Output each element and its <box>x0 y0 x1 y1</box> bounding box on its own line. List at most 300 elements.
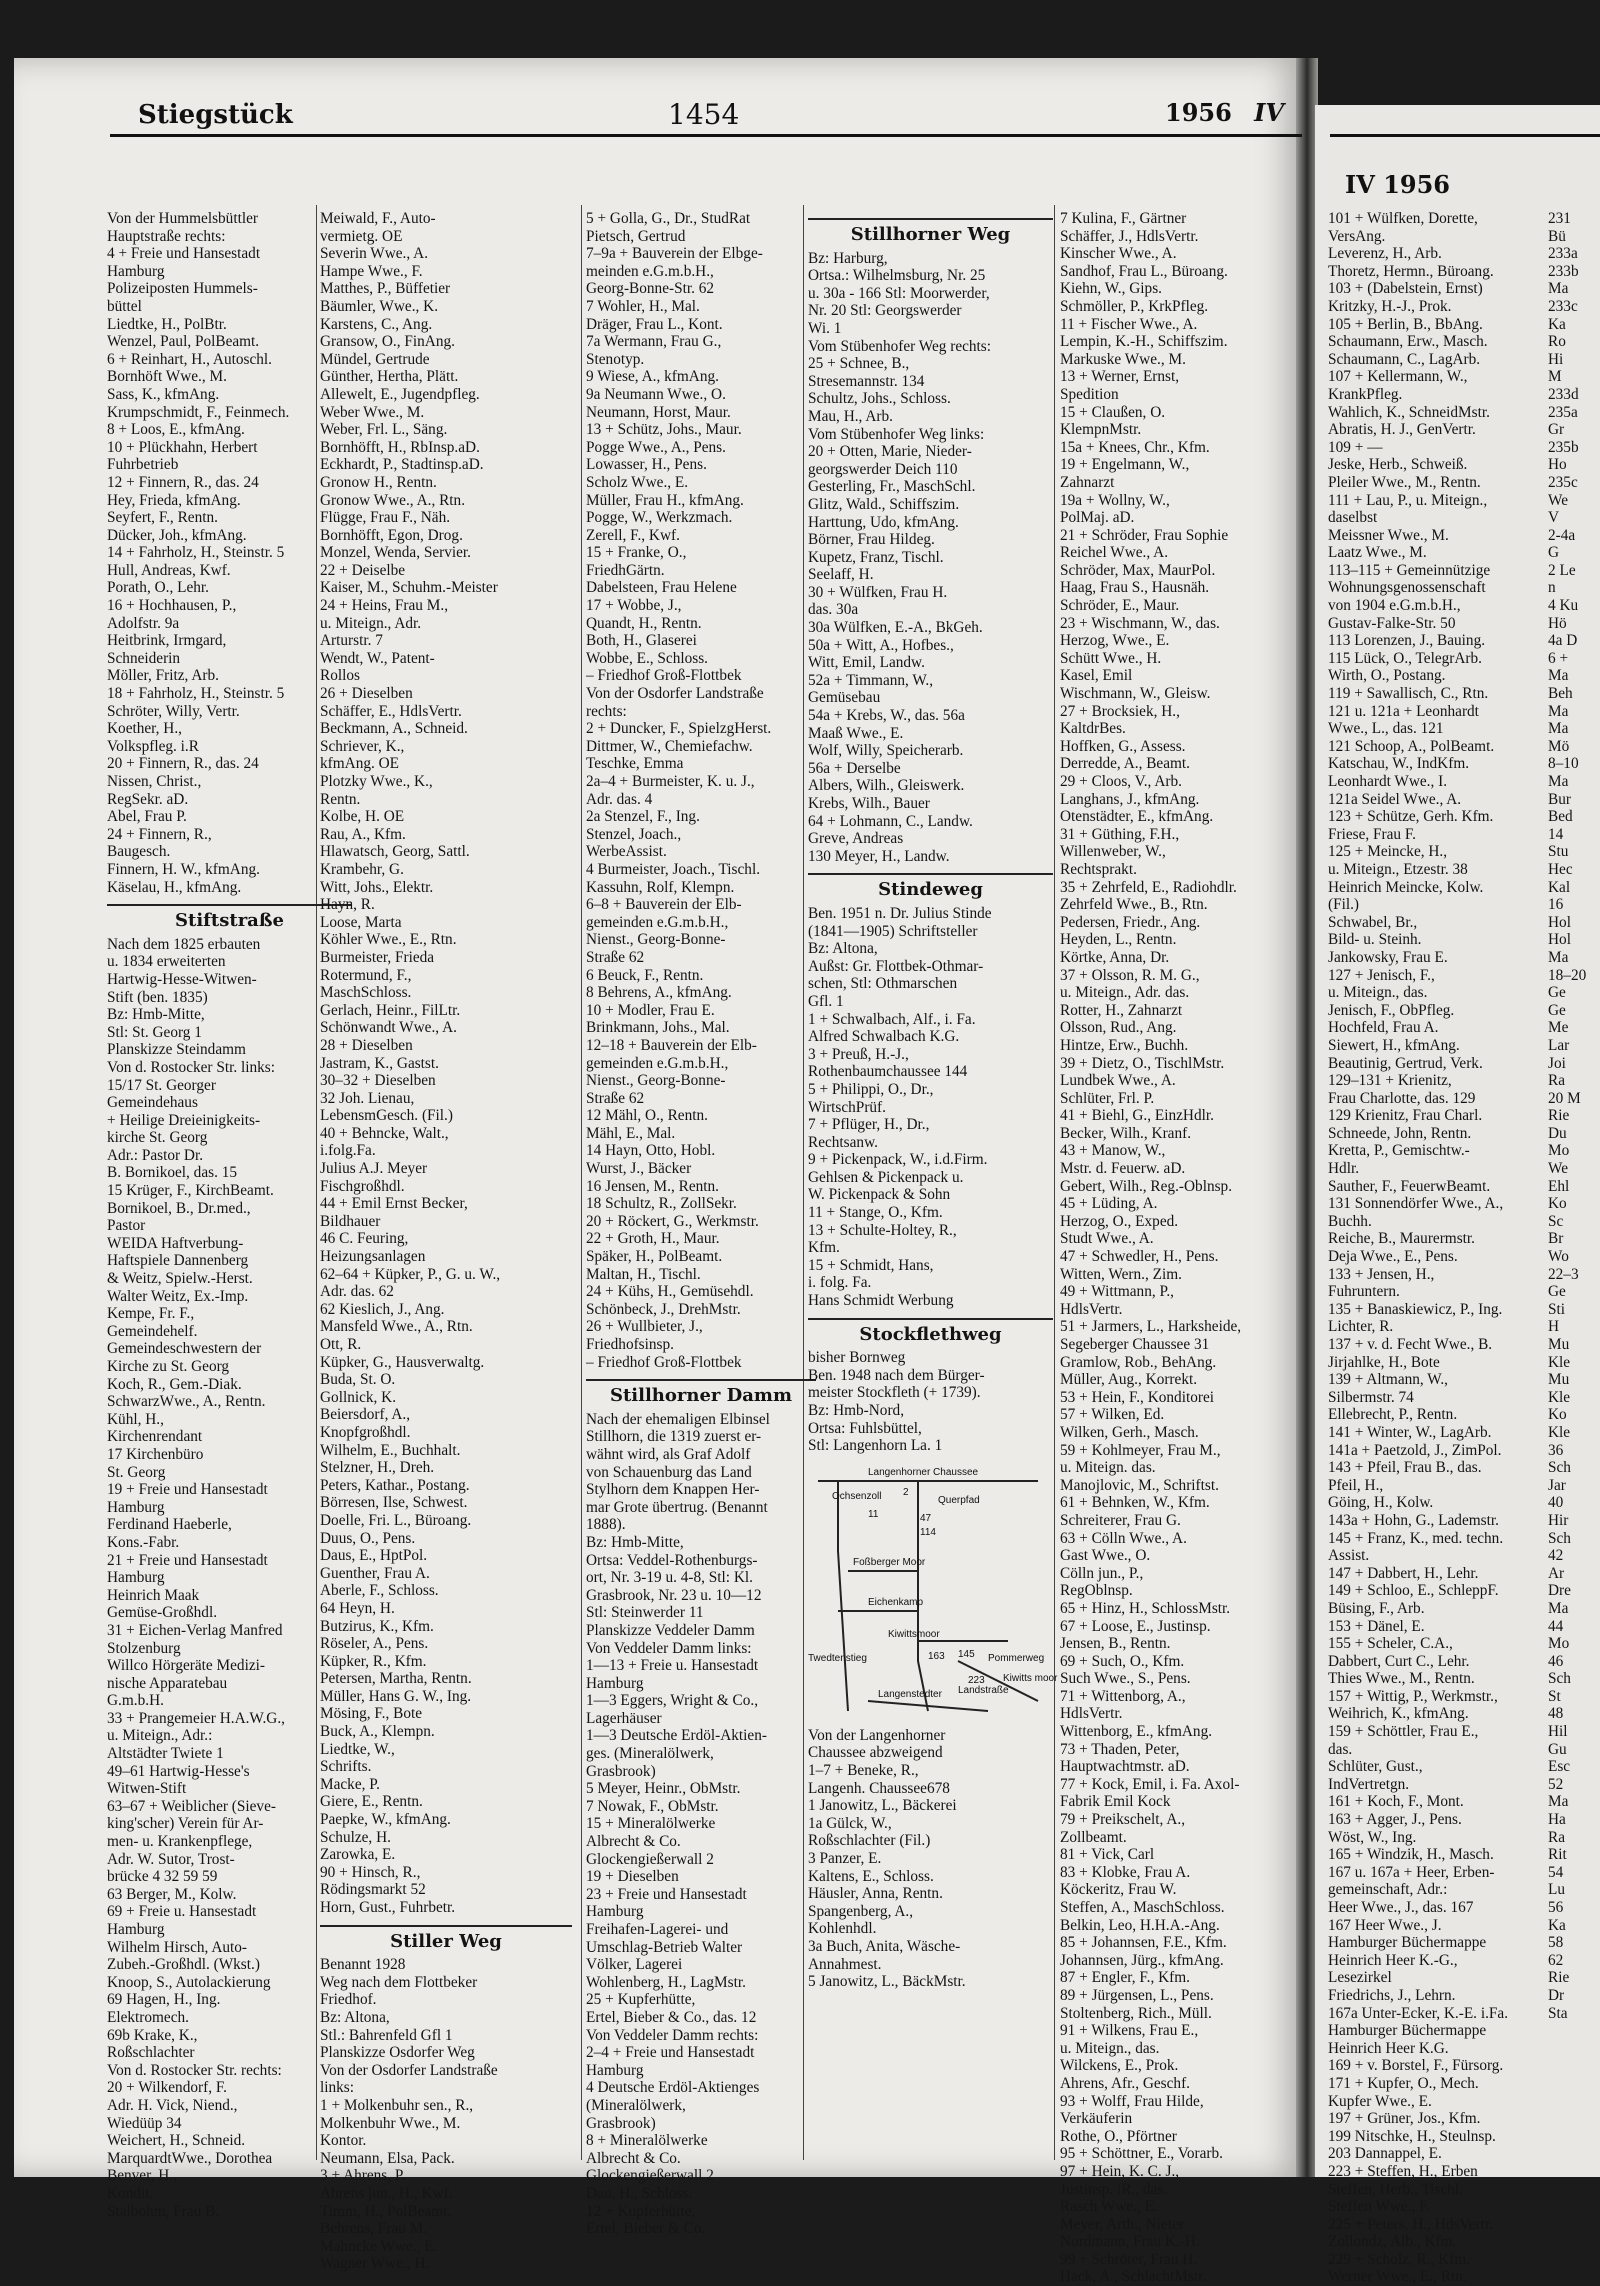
directory-entry: 93 + Wolff, Frau Hilde, <box>1060 2092 1204 2110</box>
directory-entry: 53 + Hein, F., Konditorei <box>1060 1388 1214 1406</box>
directory-entry: 3 + Preuß, H.-J., <box>808 1045 909 1063</box>
directory-entry: 18 + Fahrholz, H., Steinstr. 5 <box>107 685 285 703</box>
directory-entry: Späker, H., PolBeamt. <box>586 1248 723 1266</box>
directory-entry: daselbst <box>1328 509 1378 527</box>
directory-entry: Abel, Frau P. <box>107 808 187 826</box>
directory-entry: u. Miteign., Etzestr. 38 <box>1328 860 1468 878</box>
directory-entry: 30–32 + Dieselben <box>320 1072 436 1090</box>
directory-entry: Ra <box>1548 1072 1565 1090</box>
directory-entry: 33 + Prangemeier H.A.W.G., <box>107 1709 285 1727</box>
directory-entry: Schneede, John, Rentn. <box>1328 1124 1472 1142</box>
directory-entry: 24 + Kühs, H., Gemüsehdl. <box>586 1283 754 1301</box>
directory-entry: (1841—1905) Schriftsteller <box>808 922 978 940</box>
directory-entry: 20 + Wilkendorf, F. <box>107 2079 227 2097</box>
directory-entry: 22–3 <box>1548 1265 1579 1283</box>
directory-entry: Albers, Wilh., Gleiswerk. <box>808 777 965 795</box>
directory-entry: 9 + Pickenpack, W., i.d.Firm. <box>808 1151 988 1169</box>
directory-entry: & Weitz, Spielw.-Herst. <box>107 1270 253 1288</box>
directory-entry: Bed <box>1548 808 1573 826</box>
map-label: Kiwittsmoor <box>888 1628 940 1640</box>
directory-entry: i. folg. Fa. <box>808 1274 872 1292</box>
directory-entry: Mu <box>1548 1336 1570 1353</box>
street-section-title: Stillhorner Damm <box>586 1379 816 1405</box>
directory-entry: Rollos <box>320 667 360 685</box>
directory-entry: Roßschlachter (Fil.) <box>808 1832 931 1850</box>
directory-entry: Pastor <box>107 1217 146 1235</box>
directory-entry: 56a + Derselbe <box>808 759 901 777</box>
directory-entry: Liedtke, H., PolBtr. <box>107 315 227 333</box>
directory-entry: 2 + Duncker, F., SpielzgHerst. <box>586 720 772 738</box>
directory-entry: 19a + Wollny, W., <box>1060 491 1170 509</box>
directory-entry: Ge <box>1548 1001 1566 1019</box>
directory-entry: Schriever, K., <box>320 737 405 755</box>
directory-entry: Krambehr, G. <box>320 860 404 878</box>
directory-entry: Wilhelm Hirsch, Auto- <box>107 1938 248 1956</box>
directory-entry: Siewert, H., kfmAng. <box>1328 1036 1460 1054</box>
directory-entry: Buck, A., Klempn. <box>320 1723 435 1741</box>
directory-entry: Weber, Frl. L., Säng. <box>320 421 448 439</box>
directory-entry: men- u. Krankenpflege, <box>107 1833 253 1851</box>
directory-entry: 89 + Jürgensen, L., Pens. <box>1060 1986 1214 2004</box>
directory-entry: gemeinden e.G.m.b.H., <box>586 913 729 931</box>
directory-entry: V <box>1548 509 1560 527</box>
directory-entry: Küpker, R., Kfm. <box>320 1652 427 1670</box>
directory-entry: Friedhofsinsp. <box>586 1336 674 1353</box>
directory-entry: Sch <box>1548 1670 1571 1688</box>
directory-entry: Lichter, R. <box>1328 1318 1394 1336</box>
directory-entry: 62 <box>1548 1951 1564 1969</box>
directory-entry: Ortsa: Veddel-Rothenburgs- <box>586 1551 758 1569</box>
directory-entry: SchwarzWwe., A., Rentn. <box>107 1393 266 1411</box>
directory-entry: Stl.: Bahrenfeld Gfl 1 <box>320 2026 453 2044</box>
directory-entry: Pleiler Wwe., M., Rentn. <box>1328 473 1481 491</box>
directory-entry: i.folg.Fa. <box>320 1142 376 1160</box>
directory-entry: 2-4a <box>1548 526 1576 544</box>
directory-entry: Schaumann, C., LagArb. <box>1328 350 1481 368</box>
directory-entry: 41 + Biehl, G., EinzHdlr. <box>1060 1107 1214 1125</box>
directory-entry: Scholz Wwe., E. <box>586 473 689 491</box>
directory-entry: Von der Osdorfer Landstraße <box>320 2061 498 2079</box>
directory-entry: Wwe., L., das. 121 <box>1328 720 1444 738</box>
directory-entry: Nordmann, Frau K.-H. <box>1060 2233 1200 2251</box>
map-label: Eichenkamp <box>868 1596 924 1608</box>
directory-entry: Lempin, K.-H., Schiffszim. <box>1060 333 1228 351</box>
directory-entry: Wöst, W., Ing. <box>1328 1828 1417 1846</box>
directory-entry: Von Veddeler Damm rechts: <box>586 2026 759 2044</box>
directory-entry: 7 + Pflüger, H., Dr., <box>808 1116 930 1134</box>
directory-entry: Harttung, Udo, kfmAng. <box>808 513 959 531</box>
directory-entry: Hol <box>1548 931 1571 949</box>
map-label: 145 <box>958 1648 975 1660</box>
directory-entry: Hamburg <box>107 262 165 280</box>
directory-entry: Brinkmann, Johs., Mal. <box>586 1019 730 1037</box>
directory-column-6 <box>1328 210 1548 2286</box>
directory-entry: 7a Wermann, Frau G., <box>586 333 722 351</box>
directory-entry: Thoretz, Hermn., Büroang. <box>1328 262 1494 280</box>
directory-entry: 77 + Kock, Emil, i. Fa. Axol- <box>1060 1775 1240 1793</box>
directory-entry: Käselau, H., kfmAng. <box>107 878 242 896</box>
directory-entry: Göing, H., Kolw. <box>1328 1494 1434 1512</box>
directory-entry: Lowasser, H., Pens. <box>586 456 707 474</box>
directory-entry: Planskizze Steindamm <box>107 1041 246 1059</box>
directory-entry: Heinrich Heer K.G. <box>1328 2039 1449 2057</box>
directory-entry: 14 Hayn, Otto, Hobl. <box>586 1142 716 1160</box>
directory-entry: Rentn. <box>320 790 361 808</box>
directory-entry: 16 + Hochhausen, P., <box>107 597 237 615</box>
directory-entry: Mu <box>1548 1371 1570 1389</box>
volume: IV <box>1254 98 1285 127</box>
directory-entry: Arturstr. 7 <box>320 632 383 650</box>
directory-entry: Zollondz, Alb., Kfm. <box>1328 2233 1457 2251</box>
directory-entry: 6 + Reinhart, H., Autoschl. <box>107 350 272 368</box>
directory-entry: Hull, Andreas, Kwf. <box>107 561 231 579</box>
directory-entry: Wi. 1 <box>808 319 842 337</box>
directory-entry: Wirth, O., Postang. <box>1328 667 1446 685</box>
directory-entry: 1—3 Deutsche Erdöl-Aktien- <box>586 1727 767 1745</box>
directory-entry: von Schauenburg das Land <box>586 1463 752 1481</box>
directory-entry: Giere, E., Rentn. <box>320 1793 423 1811</box>
map-label: 223 <box>968 1674 985 1686</box>
directory-entry: 197 + Grüner, Jos., Kfm. <box>1328 2110 1481 2128</box>
directory-entry: 6 Beuck, F., Rentn. <box>586 966 704 984</box>
directory-entry: Börresen, Ilse, Schwest. <box>320 1494 468 1512</box>
directory-entry: Jirjahlke, H., Bote <box>1328 1353 1440 1371</box>
directory-column-1 <box>107 210 352 2220</box>
directory-entry: bisher Bornweg <box>808 1349 906 1367</box>
directory-entry: Stift (ben. 1835) <box>107 988 208 1006</box>
directory-entry: Ko <box>1548 1195 1567 1213</box>
directory-entry: brücke 4 32 59 59 <box>107 1868 218 1886</box>
directory-entry: Gebert, Wilh., Reg.-Oblnsp. <box>1060 1177 1233 1195</box>
directory-entry: Herzog, O., Exped. <box>1060 1212 1179 1230</box>
map-label: Langenhorner Chaussee <box>868 1466 979 1478</box>
directory-entry: Günther, Hertha, Plätt. <box>320 368 459 386</box>
directory-entry: Assist. <box>1328 1547 1370 1565</box>
directory-entry: Walter Weitz, Ex.-Imp. <box>107 1287 249 1305</box>
directory-entry: Porath, O., Lehr. <box>107 579 209 597</box>
directory-entry: Willco Hörgeräte Medizi- <box>107 1657 265 1675</box>
directory-entry: Schneiderin <box>107 649 181 667</box>
directory-entry: Derredde, A., Beamt. <box>1060 755 1190 773</box>
directory-entry: 4 Deutsche Erdöl-Aktienges <box>586 2079 760 2097</box>
directory-entry: St <box>1548 1687 1561 1705</box>
directory-entry: Kontor. <box>320 2132 367 2150</box>
directory-entry: Planskizze Veddeler Damm <box>586 1621 755 1639</box>
directory-entry: Justinsp. iR., das. <box>1060 2180 1168 2198</box>
directory-entry: Grasbrook) <box>586 1762 656 1780</box>
directory-entry: 163 + Agger, J., Pens. <box>1328 1811 1462 1829</box>
directory-entry: Altstädter Twiete 1 <box>107 1745 224 1763</box>
directory-entry: 20 + Finnern, R., das. 24 <box>107 755 259 773</box>
directory-entry: Wittenborg, E., kfmAng. <box>1060 1723 1213 1741</box>
directory-entry: 21 + Schröder, Frau Sophie <box>1060 526 1229 544</box>
street-section-title: Stockflethweg <box>808 1318 1053 1344</box>
directory-entry: 29 + Cloos, V., Arb. <box>1060 773 1182 790</box>
directory-entry: Kfm. <box>808 1239 840 1257</box>
directory-entry: Baugesch. <box>107 843 171 861</box>
directory-entry: 157 + Wittig, P., Werkmstr., <box>1328 1687 1498 1705</box>
directory-entry: büttel <box>107 297 142 315</box>
directory-entry: rechts: <box>586 702 627 720</box>
directory-entry: Koch, R., Gem.-Diak. <box>107 1375 242 1393</box>
directory-entry: Sandhof, Frau L., Büroang. <box>1060 262 1228 280</box>
directory-entry: 6 + <box>1548 649 1569 667</box>
directory-entry: 69 + Such, O., Kfm. <box>1060 1652 1185 1670</box>
directory-entry: Beckmann, A., Schneid. <box>320 720 468 738</box>
directory-entry: 12 + Finnern, R., das. 24 <box>107 473 259 491</box>
directory-entry: Schröder, E., Maur. <box>1060 597 1180 615</box>
directory-entry: Lar <box>1548 1036 1570 1054</box>
directory-entry: Hamburger Büchermappe <box>1328 2022 1487 2040</box>
directory-entry: Werner Wwe., E., Rtn. <box>1328 2268 1467 2286</box>
directory-entry: Wahlich, K., SchneidMstr. <box>1328 403 1490 421</box>
street-section-title: Stiller Weg <box>320 1925 572 1951</box>
column-divider <box>1054 205 1055 2160</box>
directory-entry: 13 + Werner, Ernst, <box>1060 368 1180 386</box>
directory-entry: Gehlsen & Pickenpack u. <box>808 1168 964 1186</box>
directory-entry: VersAng. <box>1328 227 1386 245</box>
directory-entry: Mündel, Gertrude <box>320 350 430 368</box>
directory-entry: 4 + Freie und Hansestadt <box>107 245 261 263</box>
directory-entry: 40 + Behncke, Walt., <box>320 1124 449 1142</box>
directory-entry: 199 Nitschke, H., Steulnsp. <box>1328 2127 1496 2145</box>
directory-entry: Dittmer, W., Chemiefachw. <box>586 737 753 755</box>
directory-entry: Pfeil, H., <box>1328 1476 1384 1494</box>
directory-entry: Gesterling, Fr., MaschSchl. <box>808 478 976 496</box>
directory-entry: 97 + Hein, K. C. J., <box>1060 2162 1180 2180</box>
directory-entry: 167 u. 167a + Heer, Erben- <box>1328 1863 1495 1881</box>
map-label: Kiwitts moor <box>1003 1672 1058 1684</box>
directory-entry: Gustav-Falke-Str. 50 <box>1328 614 1456 632</box>
directory-entry: 64 Heyn, H. <box>320 1599 395 1617</box>
directory-entry: 79 + Preikschelt, A., <box>1060 1811 1186 1829</box>
directory-entry: Kons.-Fabr. <box>107 1533 180 1551</box>
directory-entry: Jastram, K., Gastst. <box>320 1054 439 1072</box>
directory-entry: Ho <box>1548 456 1567 474</box>
directory-entry: Schreiterer, Frau G. <box>1060 1511 1181 1529</box>
directory-entry: u. Miteign., Adr. das. <box>1060 984 1190 1002</box>
directory-entry: Vom Stübenhofer Weg rechts: <box>808 337 992 355</box>
directory-entry: Pedersen, Friedr., Ang. <box>1060 913 1201 931</box>
directory-entry: 1 Janowitz, L., Bäckerei <box>808 1797 957 1815</box>
directory-entry: Hdlr. <box>1328 1160 1360 1178</box>
directory-entry: Dre <box>1548 1582 1571 1600</box>
directory-entry: 43 + Manow, W., <box>1060 1142 1166 1160</box>
directory-entry: 2a–4 + Burmeister, K. u. J., <box>586 773 755 790</box>
directory-entry: 130 Meyer, H., Landw. <box>808 847 950 865</box>
directory-entry: 25 + Kupferhütte, <box>586 1991 696 2009</box>
directory-entry: 4 Burmeister, Joach., Tischl. <box>586 860 761 878</box>
directory-entry: Cölln jun., P., <box>1060 1564 1144 1582</box>
directory-entry: Haftspiele Dannenberg <box>107 1252 249 1270</box>
directory-entry: 139 + Altmann, W., <box>1328 1371 1448 1389</box>
directory-entry: Eckhardt, P., Stadtinsp.aD. <box>320 456 484 474</box>
directory-entry: Schönbeck, J., DrehMstr. <box>586 1300 741 1318</box>
directory-column-2 <box>320 210 572 2273</box>
directory-entry: Fuhruntern. <box>1328 1283 1400 1301</box>
directory-entry: 233c <box>1548 297 1578 315</box>
directory-entry: Becker, Wilh., Kranf. <box>1060 1124 1192 1142</box>
directory-entry: georgswerder Deich 110 <box>808 460 958 478</box>
directory-entry: 24 + Finnern, R., <box>107 825 212 843</box>
directory-entry: 45 + Lüding, A. <box>1060 1195 1158 1213</box>
directory-entry: Kupfer Wwe., E. <box>1328 2092 1432 2110</box>
directory-entry: 12 Mähl, O., Rentn. <box>586 1107 708 1125</box>
directory-entry: M <box>1548 368 1562 386</box>
directory-entry: Studt Wwe., A. <box>1060 1230 1154 1248</box>
directory-entry: Hol <box>1548 913 1571 931</box>
directory-entry: Schultz, Johs., Schloss. <box>808 390 951 408</box>
directory-entry: 143a + Hohn, G., Lademstr. <box>1328 1511 1499 1529</box>
directory-entry: (Fil.) <box>1328 896 1360 914</box>
directory-entry: Reichel Wwe., A. <box>1060 544 1169 562</box>
directory-entry: H <box>1548 1318 1560 1336</box>
directory-entry: Rie <box>1548 1107 1570 1125</box>
directory-entry: Schäffer, J., HdlsVertr. <box>1060 227 1199 245</box>
directory-entry: Beautinig, Gertrud, Verk. <box>1328 1054 1483 1072</box>
directory-entry: 105 + Berlin, B., BbAng. <box>1328 315 1483 333</box>
running-head <box>125 82 1590 131</box>
directory-entry: Ma <box>1548 1793 1569 1811</box>
facing-header-rule <box>1330 134 1600 137</box>
directory-entry: Fabrik Emil Kock <box>1060 1793 1171 1811</box>
directory-entry: PolMaj. aD. <box>1060 509 1135 527</box>
directory-entry: Kirche zu St. Georg <box>107 1358 230 1375</box>
directory-entry: Schrifts. <box>320 1758 372 1776</box>
directory-entry: Greve, Andreas <box>808 830 904 848</box>
directory-entry: Thies Wwe., M., Rentn. <box>1328 1670 1475 1688</box>
directory-entry: Weg nach dem Flottbeker <box>320 1973 478 1991</box>
directory-entry: 44 <box>1548 1617 1564 1635</box>
directory-entry: Wobbe, E., Schloss. <box>586 649 708 667</box>
directory-entry: Verkäuferin <box>1060 2110 1133 2128</box>
directory-entry: Hamburg <box>586 1674 644 1692</box>
directory-entry: Rechtsprakt. <box>1060 860 1137 878</box>
directory-entry: u. Miteign., Adr. <box>320 614 422 632</box>
directory-entry: Stylhorn dem Knappen Her- <box>586 1481 760 1499</box>
directory-entry: 115 Lück, O., TelegrArb. <box>1328 649 1482 667</box>
directory-entry: 50a + Witt, A., Hofbes., <box>808 636 954 654</box>
directory-entry: Gast Wwe., O. <box>1060 1547 1151 1565</box>
directory-entry: Wilken, Gerh., Masch. <box>1060 1423 1199 1441</box>
directory-entry: Bur <box>1548 790 1571 808</box>
directory-entry: Grasbrook) <box>586 2114 656 2132</box>
directory-entry: Hamburg <box>586 1903 644 1921</box>
directory-entry: 31 + Güthing, F.H., <box>1060 825 1180 843</box>
directory-entry: RegOblnsp. <box>1060 1582 1133 1600</box>
directory-entry: Kritzky, H.-J., Prok. <box>1328 297 1452 315</box>
directory-entry: Rasch Wwe., E. <box>1060 2198 1158 2216</box>
directory-entry: Kaltens, E., Schloss. <box>808 1867 934 1885</box>
directory-entry: 1a Gülck, W., <box>808 1814 892 1832</box>
directory-entry: Du <box>1548 1124 1567 1142</box>
directory-entry: Beh <box>1548 685 1573 703</box>
directory-entry: Mstr. d. Feuerw. aD. <box>1060 1160 1186 1178</box>
directory-entry: Gerlach, Heinr., FilLtr. <box>320 1001 461 1019</box>
directory-entry: MaschSchloss. <box>320 984 412 1002</box>
directory-entry: Aberle, F., Schloss. <box>320 1582 439 1600</box>
directory-entry: 17 Kirchenbüro <box>107 1445 204 1463</box>
directory-entry: 15 Krüger, F., KirchBeamt. <box>107 1182 274 1200</box>
directory-entry: 4 Ku <box>1548 597 1579 615</box>
directory-entry: 95 + Schöttner, E., Vorarb. <box>1060 2145 1223 2163</box>
directory-entry: Sauther, F., FeuerwBeamt. <box>1328 1177 1491 1195</box>
directory-entry: Kasel, Emil <box>1060 667 1133 685</box>
directory-entry: 46 <box>1548 1652 1564 1670</box>
directory-entry: Hö <box>1548 614 1567 632</box>
map-label: 114 <box>920 1526 936 1538</box>
directory-entry: 54a + Krebs, W., das. 56a <box>808 707 965 725</box>
directory-entry: Albrecht & Co. <box>586 2149 681 2167</box>
directory-entry: – Friedhof Groß-Flottbek <box>586 667 742 685</box>
directory-entry: Spedition <box>1060 385 1119 403</box>
directory-entry: 229 + Scholz, R., Kfm. <box>1328 2250 1471 2268</box>
directory-entry: Kondit. <box>107 2184 154 2202</box>
directory-entry: Steffen, Herb., Tischl. <box>1328 2180 1463 2198</box>
directory-entry: 1—3 Eggers, Wright & Co., <box>586 1692 759 1710</box>
directory-entry: 223 + Steffen, H., Erben <box>1328 2162 1478 2180</box>
directory-entry: Meyer, Arth., Nieter <box>1060 2215 1184 2233</box>
directory-entry: Jensen, B., Rentn. <box>1060 1635 1171 1653</box>
directory-entry: 8 Behrens, A., kfmAng. <box>586 984 732 1002</box>
directory-entry: Steffen Wwe., F. <box>1328 2198 1431 2216</box>
directory-entry: FriedhGärtn. <box>586 561 665 579</box>
directory-entry: 69b Krake, K., <box>107 2026 198 2044</box>
directory-entry: 87 + Engler, F., Kfm. <box>1060 1969 1191 1987</box>
directory-entry: 19 + Dieselben <box>586 1868 679 1886</box>
directory-entry: Manojlovic, M., Schriftst. <box>1060 1476 1219 1494</box>
directory-entry: 1—13 + Freie u. Hansestadt <box>586 1657 759 1675</box>
directory-entry: Annahmest. <box>808 1955 882 1973</box>
directory-entry: Friedrichs, J., Lehrn. <box>1328 1986 1456 2004</box>
map-label: Pommerweg <box>988 1652 1045 1664</box>
directory-entry: Wilhelm, E., Buchhalt. <box>320 1441 461 1459</box>
directory-entry: WirtschPrüf. <box>808 1098 886 1116</box>
facing-page-heading: IV 1956 <box>1345 170 1450 199</box>
directory-entry: Bz: Altona, <box>808 940 878 958</box>
directory-entry: 47 + Schwedler, H., Pens. <box>1060 1248 1219 1266</box>
directory-entry: Weber Wwe., M. <box>320 403 425 421</box>
directory-entry: Ben. 1951 n. Dr. Julius Stinde <box>808 904 992 922</box>
directory-entry: Adr. das. 4 <box>586 790 653 808</box>
directory-entry: – Friedhof Groß-Flottbek <box>586 1353 742 1371</box>
directory-entry: Deja Wwe., E., Pens. <box>1328 1248 1458 1266</box>
directory-entry: Pietsch, Gertrud <box>586 227 686 245</box>
directory-entry: Roßschlachter <box>107 2044 195 2062</box>
directory-entry: Ma <box>1548 702 1569 720</box>
directory-entry: 141a + Paetzold, J., ZimPol. <box>1328 1441 1502 1459</box>
directory-entry: Straße 62 <box>586 1089 645 1107</box>
directory-entry: 63 Berger, M., Kolw. <box>107 1885 237 1903</box>
directory-entry: Molkenbuhr Wwe., M. <box>320 2114 461 2132</box>
directory-entry: Heinrich Heer K.-G., <box>1328 1951 1458 1969</box>
directory-entry: 25 + Schnee, B., <box>808 355 910 373</box>
directory-entry: u. Miteign., das. <box>1060 2039 1160 2057</box>
directory-entry: 7 Kulina, F., Gärtner <box>1060 210 1187 227</box>
directory-entry: Kühl, H., <box>107 1410 164 1428</box>
directory-entry: Wilckens, E., Prok. <box>1060 2057 1179 2075</box>
directory-entry: Krumpschmidt, F., Feinmech. <box>107 403 290 421</box>
directory-entry: Monzel, Wenda, Servier. <box>320 544 471 562</box>
directory-entry: Stresemannstr. 134 <box>808 372 925 390</box>
directory-entry: 161 + Koch, F., Mont. <box>1328 1793 1464 1811</box>
directory-column-5 <box>1060 210 1304 2286</box>
directory-entry: 109 + — <box>1328 438 1383 456</box>
directory-entry: Ma <box>1548 1599 1569 1617</box>
directory-entry: Hey, Frieda, kfmAng. <box>107 491 241 509</box>
directory-entry: 15/17 St. Georger <box>107 1076 216 1094</box>
directory-entry: Küpker, G., Hausverwaltg. <box>320 1353 485 1371</box>
